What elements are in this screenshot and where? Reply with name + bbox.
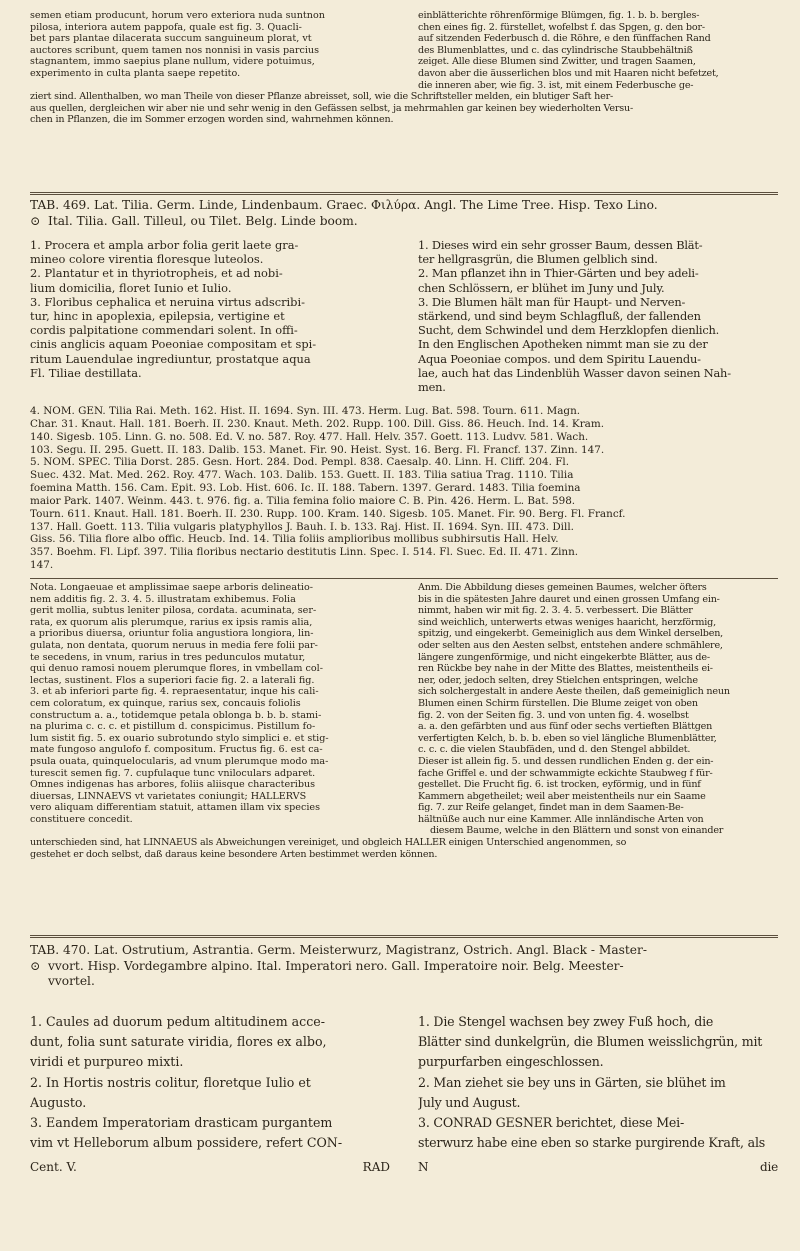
text-line: constituere concedit. [30,813,133,825]
text-line: Giss. 56. Tilia flore albo offic. Heucb. Ind. 14. Tilia foliis amplioribus mollibus subhirsutis Hall. Helv. [30,533,559,546]
text-line: stagnantem, immo saepius plane nullum, videre potuimus, [30,56,315,68]
text-line: diuersas, LINNAEVS vt varietates coniungit; HALLERVS [30,790,307,802]
text-line: viridi et purpureo mixti. [30,1054,184,1070]
text-line: stärkend, und sind beym Schlagfluß, der fallenden [418,309,701,324]
perennial-symbol-icon: ⊙ [30,213,41,228]
text-line: Anm. Die Abbildung dieses gemeinen Baumes, welcher öfters [418,582,707,593]
text-line: längere zungenförmige, und nicht eingekerbte Blätter, aus de- [418,651,710,663]
section-divider-2 [30,935,778,938]
text-line: diesem Baume, welche in den Blättern und sonst von einander [430,825,724,837]
text-line: oder selten aus den Aesten selbst, entstehen andere schmählere, [418,639,723,651]
text-line: pilosa, interiora autem pappofa, quale est fig. 3. Quacli- [30,21,302,33]
text-line: 3. et ab inferiori parte fig. 4. repraesentatur, inque his cali- [30,686,319,698]
text-line: Dieser ist allein fig. 5. und dessen rundlichen Enden g. der ein- [418,755,714,767]
text-line: 2. Man pflanzet ihn in Thier-Gärten und bey adeli- [418,266,699,281]
text-line: hältnüße auch nur eine Kammer. Alle innländische Arten von [418,813,704,825]
text-line: Kammern abgetheilet; weil aber meistentheils nur ein Saame [418,790,706,802]
text-line: nimmt, haben wir mit fig. 2. 3. 4. 5. verbessert. Die Blätter [418,605,693,617]
tab-469-title-line: TAB. 469. Lat. Tilia. Germ. Linde, Lindenbaum. Graec. Φιλύρα. Angl. The Lime Tree. Hisp. Texo Lino. [30,198,658,212]
text-line: cem coloratum, ex quinque, rarius sex, concauis foliolis [30,697,301,709]
tab-470-heading [30,943,778,990]
text-line: 2. In Hortis nostris colitur, floretque Iulio et [30,1074,311,1090]
text-line: 1. Dieses wird ein sehr grosser Baum, dessen Blät- [418,238,703,252]
text-line: July und August. [418,1094,521,1110]
text-line: ren Rückbe bey nahe in der Mitte des Blattes, meistentheils ei- [418,663,713,675]
perennial-symbol-icon: ⊙ [30,958,41,973]
text-line: purpurfarben eingeschlossen. [418,1054,604,1070]
text-line: cinis anglicis aquam Poeoniae compositam et spi- [30,337,317,352]
text-line: vero aliquam differentiam statuit, attamen illam vix species [30,802,321,814]
nota-german-tail [30,825,778,837]
text-line: bis in die spätesten Jahre dauret und einen grossen Umfang ein- [418,593,720,605]
nota-latin-col [30,582,390,825]
signature-mark: N [418,1160,429,1174]
text-line: 3. Floribus cephalica et neruina virtus adscribi- [30,294,305,309]
text-line: ner, oder, jedoch selten, drey Stielchen entspringen, welche [418,674,698,686]
text-line: lae, auch hat das Lindenblüh Wasser davon seinen Nah- [418,365,731,380]
text-line: 1. Procera et ampla arbor folia gerit laete gra- [30,238,299,252]
text-line: 147. [30,559,54,572]
text-line: chen eines fig. 2. fürstellet, wofelbst f. das Spgen, g. den bor- [418,21,705,33]
nota-german-full [30,837,778,860]
text-line: semen etiam producunt, horum vero exteriora nuda suntnon [30,10,325,21]
text-line: lectas, sustinent. Flos a superiori facie fig. 2. a laterali fig. [30,674,315,686]
text-line: Tourn. 611. Knaut. Hall. 181. Boerh. II. 230. Rupp. 100. Kram. 140. Sigesb. 105. Manet. Fir. 90. Berg. Fl. Francf. [30,507,626,520]
text-line: lum sistit fig. 5. ex ouario subrotundo stylo simplici e. et stig- [30,732,329,744]
text-line: 5. NOM. SPEC. Tilia Dorst. 285. Gesn. Hort. 284. Dod. Pempl. 838. Caesalp. 40. Linn. H. Cliff. 204. Fl. [30,456,570,469]
section-divider [30,192,778,195]
text-line: turescit semen fig. 7. cupfulaque tunc vniloculars adparet. [30,767,316,779]
tab-470-paragraphs [30,1012,778,1153]
tab-470-german-col [418,1012,778,1153]
text-line: auf sitzenden Federbusch d. die Röhre, e den fünffachen Rand [418,33,711,45]
text-line: Suec. 432. Mat. Med. 262. Roy. 477. Wach. 103. Dalib. 153. Guett. II. 183. Tilia satiua Trag. 1110. Tilia [30,469,574,482]
text-line: unterschieden sind, hat LINNAEUS als Abweichungen vereiniget, und obgleich HALLER einigen Unterschied angenommen, so [30,837,627,849]
text-line: experimento in culta planta saepe repetito. [30,67,241,79]
text-line: 3. CONRAD GESNER berichtet, diese Mei- [418,1115,685,1131]
text-line: te secedens, in vnum, rarius in tres pedunculos mutatur, [30,651,306,663]
text-line: dunt, folia sunt saturate viridia, flores ex albo, [30,1034,327,1050]
tab-469-latin-col [30,238,390,394]
tab-470-title-line-3: vvortel. [48,974,95,988]
nota-divider [30,578,778,579]
text-line: psula ouata, quinquelocularis, ad vnum plerumque modo ma- [30,755,329,767]
tab-469-heading [30,198,778,229]
text-line: ziert sind. Allenthalben, wo man Theile von dieser Pflanze abreisset, soll, wie die Schriftsteller melden, ein blutiger Saft her- [30,91,614,103]
text-line: 4. NOM. GEN. Tilia Rai. Meth. 162. Hist. II. 1694. Syn. III. 473. Herm. Lug. Bat. 598. Tourn. 611. Magn. [30,405,581,417]
tab-469-german-col [418,238,778,394]
text-line: foemina Matth. 156. Cam. Epit. 93. Lob. Hist. 606. Ic. II. 188. Tabern. 1397. Gerard. 1483. Tilia foemina [30,482,581,495]
top-german-col [418,10,778,91]
text-line: ter hellgrasgrün, die Blumen gelblich sind. [418,252,658,267]
tab-469-title-line-2: ⊙ Ital. Tilia. Gall. Tilleul, ou Tilet. Belg. Linde boom. [30,213,358,228]
text-line: die inneren aber, wie fig. 3. ist, mit einem Federbusche ge- [418,79,694,91]
catchword-left: RAD [362,1160,390,1174]
text-line: chen in Pflanzen, die im Sommer erzogen worden sind, wahrnehmen können. [30,114,394,126]
text-line: des Blumenblattes, und c. das cylindrische Staubbehältniß [418,44,693,56]
text-line: a prioribus diuersa, oriuntur folia angustiora longiora, lin- [30,628,314,640]
text-line: maior Park. 1407. Weinm. 443. t. 976. fig. a. Tilia femina folio maiore C. B. Pin. 426. Herm. L. Bat. 598. [30,494,576,507]
text-line: 1. Caules ad duorum pedum altitudinem acce- [30,1014,325,1029]
text-line: fig. 7. zur Reife gelanget, findet man in dem Saamen-Be- [418,802,684,814]
text-line: sich solchergestalt in andere Aeste theilen, daß gemeiniglich neun [418,686,730,698]
text-line: Fl. Tiliae destillata. [30,365,142,380]
text-line: einblätterichte röhrenförmige Blümgen, fig. 1. b. b. bergles- [418,10,700,21]
nota-german-col [418,582,778,825]
century-signature: Cent. V. [30,1160,77,1174]
text-line: Char. 31. Knaut. Hall. 181. Boerh. II. 230. Knaut. Meth. 202. Rupp. 100. Dill. Giss. 86. Heuch. Ind. 14. Kram. [30,417,605,430]
text-line: cordis palpitatione commendari solent. In offi- [30,323,298,338]
tab-470-title-line-2: ⊙ vvort. Hisp. Vordegambre alpino. Ital. Imperatori nero. Gall. Imperatoire noir. Belg. Meester- [30,958,624,973]
text-line: ritum Lauendulae ingrediuntur, prostatque aqua [30,351,311,366]
text-line: mineo colore virentia floresque luteolos. [30,252,264,267]
tab-470-title-line: TAB. 470. Lat. Ostrutium, Astrantia. Germ. Meisterwurz, Magistranz, Ostrich. Angl. Black - Master- [30,943,647,957]
text-line: davon aber die äusserlichen blos und mit Haaren nicht befetzet, [418,67,719,79]
text-line: 1. Die Stengel wachsen bey zwey Fuß hoch, die [418,1014,714,1029]
text-line: aus quellen, dergleichen wir aber nie und sehr wenig in den Gefässen selbst, ja mehrmahlen gar keinen bey wiederholten Versu- [30,102,634,114]
text-line: Nota. Longaeuae et amplissimae saepe arboris delineatio- [30,582,313,593]
text-line: sind weichlich, unterwerts etwas weniges haaricht, herzförmig, [418,616,716,628]
text-line: fache Griffel e. und der schwammigte eckichte Staubweg f für- [418,767,713,779]
text-line: gestehet er doch selbst, daß daraus keine besondere Arten bestimmet werden können. [30,848,438,860]
text-line: 2. Plantatur et in thyriotropheis, et ad nobi- [30,266,283,281]
text-line: 3. Eandem Imperatoriam drasticam purgantem [30,1115,333,1131]
tab-469-paragraphs [30,238,778,394]
text-line: lium domicilia, floret Iunio et Iulio. [30,280,232,295]
text-line: fig. 2. von der Seiten fig. 3. und von unten fig. 4. woselbst [418,709,689,721]
text-line: vim vt Helleborum album possidere, refert CON- [30,1135,343,1151]
text-line: zeiget. Alle diese Blumen sind Zwitter, und tragen Saamen, [418,56,696,68]
text-line: spitzig, und eingekerbt. Gemeiniglich aus dem Winkel derselben, [418,628,724,640]
top-latin-col [30,10,390,91]
text-line: men. [418,380,446,395]
text-line: gestellet. Die Frucht fig. 6. ist trocken, eyförmig, und in fünf [418,779,701,791]
text-line: nem additis fig. 2. 3. 4. 5. illustratam exhibemus. Folia [30,593,296,605]
tab-469-nota [30,582,778,860]
text-line: bet pars plantae dilacerata succum sanguineum plorat, vt [30,33,312,45]
text-line: 357. Boehm. Fl. Lipf. 397. Tilia floribus nectario destitutis Linn. Spec. I. 514. Fl. Suec. Ed. II. 471. Zinn. [30,546,579,559]
text-line: gulata, non dentata, quorum neruus in media fere folii par- [30,639,318,651]
top-german-full [30,91,778,126]
text-line: 2. Man ziehet sie bey uns in Gärten, sie blühet im [418,1074,726,1090]
text-line: Blumen einen Schirm fürstellen. Die Blume zeiget von oben [418,697,698,709]
text-line: chen Schlössern, er blühet im Juny und July. [418,280,665,295]
text-line: 137. Hall. Goett. 113. Tilia vulgaris platyphyllos J. Bauh. I. b. 133. Raj. Hist. II. 1694. Syn. III. 473. Dill. [30,520,574,533]
text-line: Augusto. [30,1094,87,1110]
text-line: verfertigten Kelch, b. b. b. eben so viel längliche Blumenblätter, [418,732,717,744]
text-line: qui denuo ramosi nouem plerumque flores, in vmbellam col- [30,663,323,675]
text-line: constructum a. a., totidemque petala oblonga b. b. b. stami- [30,709,322,721]
page-footer [30,1160,778,1174]
text-line: na plurima c. c. c. et pistillum d. conspicimus. Pistillum fo- [30,721,316,733]
text-line: Omnes indigenas has arbores, foliis aliisque characteribus [30,779,316,791]
text-line: 103. Segu. II. 295. Guett. II. 183. Dalib. 153. Manet. Fir. 90. Heist. Syst. 16. Berg. Fl. Francf. 137. Zinn. 147. [30,443,605,456]
text-line: In den Englischen Apotheken nimmt man sie zu der [418,337,708,352]
text-line: c. c. c. die vielen Staubfäden, und d. den Stengel abbildet. [418,744,691,756]
top-continuation [30,10,778,126]
text-line: Blätter sind dunkelgrün, die Blumen weisslichgrün, mit [418,1034,763,1050]
text-line: sterwurz habe eine eben so starke purgirende Kraft, als [418,1135,766,1151]
text-line: rata, ex quorum alis plerumque, rarius ex ipsis ramis alia, [30,616,313,628]
text-line: auctores scribunt, quem tamen nos nonnisi in vasis parcius [30,44,320,56]
text-line: 3. Die Blumen hält man für Haupt- und Nerven- [418,294,686,309]
text-line: tur, hinc in apoplexia, epilepsia, vertigine et [30,309,285,324]
text-line: gerit mollia, subtus leniter pilosa, cordata. acuminata, ser- [30,605,317,617]
text-line: mate fungoso angulofo f. compositum. Fructus fig. 6. est ca- [30,744,323,756]
text-line: a. a. den gefärbten und aus fünf oder sechs vertieften Blättgen [418,721,713,733]
text-line: Sucht, dem Schwindel und dem Herzklopfen dienlich. [418,323,720,338]
text-line: 140. Sigesb. 105. Linn. G. no. 508. Ed. V. no. 587. Roy. 477. Hall. Helv. 357. Goett. 113. Ludvv. 581. Wach. [30,430,589,443]
tab-470-latin-col [30,1012,390,1153]
text-line: Aqua Poeoniae compos. und dem Spiritu Lauendu- [418,351,701,366]
tab-469-nomenclature [30,405,778,572]
catchword-right: die [759,1160,778,1174]
